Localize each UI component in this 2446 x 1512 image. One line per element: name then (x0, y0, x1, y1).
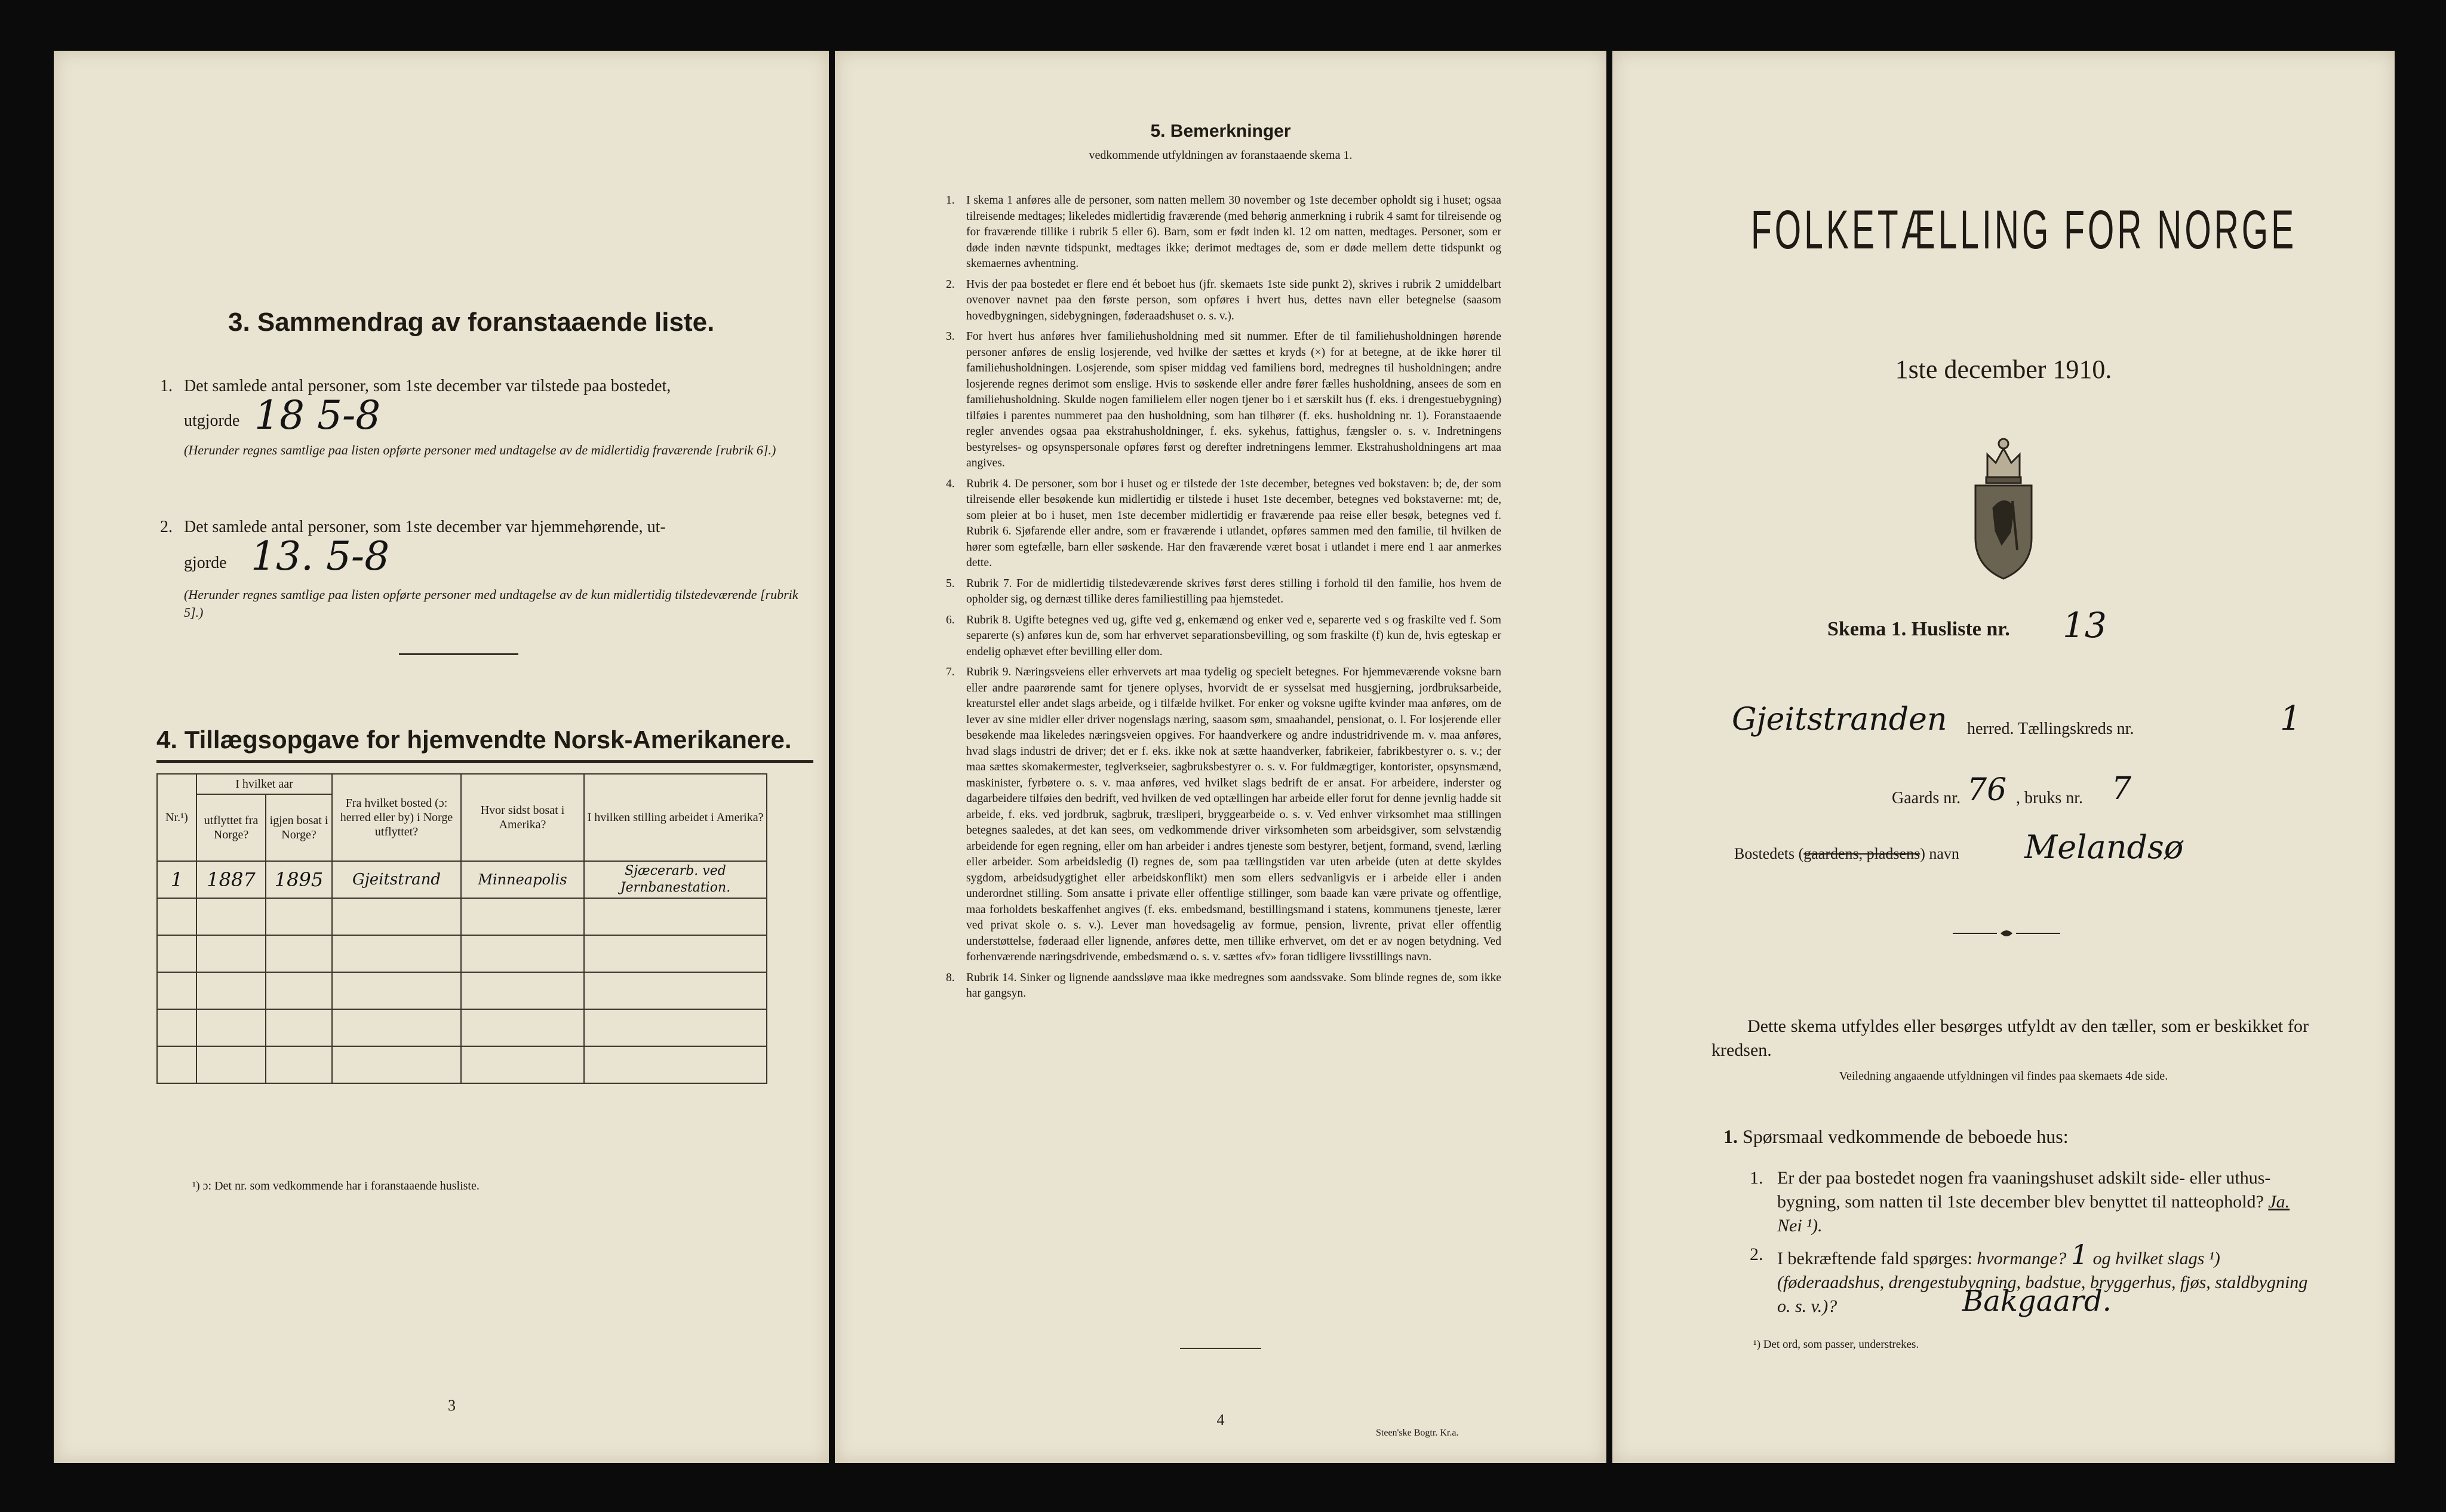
row-igjen: 1895 (266, 861, 332, 898)
bosted-label (1734, 845, 1959, 863)
remarks-subtitle: vedkommende utfyldningen av foranstaaende skema 1. (1089, 149, 1353, 162)
question-2-count: 1 (2070, 1239, 2089, 1271)
header-nr: Nr.¹) (157, 774, 196, 861)
table-row (157, 1046, 767, 1083)
page-number: 3 (448, 1397, 456, 1414)
remark-number: 5. (946, 577, 955, 590)
page-4 (835, 51, 1606, 1463)
remark-item (946, 665, 1501, 966)
item-1-text: Det samlede antal personer, som 1ste december var tilstede paa bostedet, (184, 377, 671, 395)
remark-number: 2. (946, 278, 955, 291)
remark-item (946, 477, 1501, 571)
remark-text: For hvert hus anføres hver familiehusholdning med sit nummer. Efter de til familiehusholdningen hørende personer anføres de enslig losjerende, ved hvilke der sættes et kryds (×) for at betegne, at de ikke hører til familiehusholdningen. Losjerende, som spiser middag ved familiens bord, medregnes til husholdningen; andre losjerende regnes derimot som enslige. Hvis to søskende eller andre fører fælles husholdning, ansees de som en familiehusholdning. Skulde nogen familielem eller nogen tjener bo i et særskilt hus (f. eks. i drengestuebygning) tilføies i parentes nummeret paa den husholdning, som han tilhører (f. eks. husholdning nr. 1). Foranstaaende regler anvendes ogsaa paa ekstrahusholdninger, f. eks. sykehus, fattighus, fængsler o. s. v. Indretningens bestyrelses- og opsynspersonale opføres først og derefter indretningens lemmer. Ekstrahusholdningens art maa angives. (966, 330, 1501, 469)
table-row (157, 972, 767, 1009)
printer-mark: Steen'ske Bogtr. Kr.a. (1376, 1428, 1459, 1438)
remark-item (946, 613, 1501, 660)
remark-number: 8. (946, 971, 955, 984)
remark-text: Rubrik 4. De personer, som bor i huset og er tilstede der 1ste december, betegnes ved bokstaven: b; de, der som tilreisende eller besøkende kun midlertidig er tilstede i huset 1ste december, betegnes ved bokstaverne: mt; de, som pleier at bo i huset, men 1ste december midlertidig er fraværende paa reise eller besøk, betegnes ved f. Rubrik 6. Sjøfarende eller andre, som er fraværende i utlandet, opføres sammen med den familie, til hvilken de hører som egtefælle, barn eller søskende. Har den fraværende været bosat i utlandet i mere end 1 aar anmerkes dette. (966, 477, 1501, 569)
item-2-number: 2. (160, 518, 173, 536)
divider (399, 653, 518, 655)
row-utflyttet: 1887 (196, 861, 266, 898)
remark-number: 4. (946, 477, 955, 490)
remark-text: Rubrik 14. Sinker og lignende aandssløve maa ikke medregnes som aandssvake. Som blinde regnes de, som ikke har gangsyn. (966, 971, 1501, 1000)
bosted-label-end: ) navn (1920, 845, 1959, 862)
item-1-value: 18 5-8 (254, 392, 381, 438)
herred-value: Gjeitstranden (1732, 702, 1947, 737)
cover-footnote: ¹) Det ord, som passer, understrekes. (1753, 1338, 1919, 1351)
table-row (157, 898, 767, 935)
remark-item (946, 970, 1501, 1002)
header-igjen: igjen bosat i Norge? (266, 794, 332, 861)
coat-of-arms-icon (1969, 431, 2038, 581)
gaards-number: 76 (1967, 772, 2007, 808)
remarks-title: 5. Bemerkninger (1150, 121, 1291, 141)
questions-heading-number: 1. (1723, 1126, 1738, 1147)
schema-label: Skema 1. Husliste nr. (1827, 618, 2010, 640)
remark-item (946, 576, 1501, 608)
instruction-note: Veiledning angaaende utfyldningen vil findes paa skemaets 4de side. (1839, 1070, 2168, 1083)
row-bosted: Gjeitstrand (332, 861, 461, 898)
instruction-text: Dette skema utfyldes eller besørges utfyldt av den tæller, som er beskikket for kredsen. (1711, 1016, 2309, 1060)
bosted-value: Melandsø (2024, 828, 2184, 866)
norsk-amerikanere-table (156, 773, 767, 1084)
bruks-label: , bruks nr. (2016, 789, 2083, 807)
gaards-label: Gaards nr. (1892, 789, 1961, 807)
remark-text: Rubrik 8. Ugifte betegnes ved ug, gifte ved g, enkemænd og enker ved e, separerte ved s og fraskilte ved f. Som separerte (s) anføres kun de, som har erhvervet separationsbevilling, og som fraskilte (f) kun de, hvis egteskap er endelig ophævet efter bevilling eller dom. (966, 613, 1501, 658)
cover-page (1612, 51, 2395, 1463)
remark-number: 1. (946, 194, 955, 207)
question-2-text: I bekræftende fald spørges: (1777, 1249, 1972, 1268)
answer-nei: Nei ¹). (1777, 1216, 1823, 1236)
header-utflyttet: utflyttet fra Norge? (196, 794, 266, 861)
question-1 (1777, 1166, 2309, 1238)
table-footnote: ¹) ɔ: Det nr. som vedkommende har i foranstaaende husliste. (192, 1179, 480, 1193)
header-bosted: Fra hvilket bosted (ɔ: herred eller by) i Norge utflyttet? (332, 774, 461, 861)
bruks-number: 7 (2112, 771, 2132, 807)
item-1-label: utgjorde (184, 411, 240, 430)
question-1-text: Er der paa bostedet nogen fra vaaningshuset adskilt side- eller uthus-bygning, som natten til 1ste december blev benyttet til natteophold? (1777, 1168, 2271, 1212)
census-date: 1ste december 1910. (1895, 355, 2112, 384)
remark-item (946, 329, 1501, 472)
remark-number: 7. (946, 666, 955, 678)
remark-text: Rubrik 7. For de midlertidig tilstedeværende skrives først deres stilling i forhold til den familie, hos hvem de opholder sig, og dernæst tillike deres familiestilling paa hjemstedet. (966, 577, 1501, 606)
page-number: 4 (1216, 1411, 1225, 1428)
section-4-title: 4. Tillægsopgave for hjemvendte Norsk-Amerikanere. (156, 726, 792, 754)
question-2-answer: Bakgaard. (1962, 1284, 2112, 1318)
herred-label: herred. Tællingskreds nr. (1967, 720, 2134, 738)
header-stilling: I hvilken stilling arbeidet i Amerika? (584, 774, 767, 861)
kreds-number: 1 (2280, 699, 2301, 738)
question-2-hvormange: hvormange? (1977, 1249, 2067, 1268)
table-row (157, 935, 767, 972)
bosted-label-start: Bostedets ( (1734, 845, 1804, 862)
item-1-note: (Herunder regnes samtlige paa listen opførte personer med undtagelse av de midlertidig fraværende [rubrik 6].) (184, 442, 776, 457)
item-1-number: 1. (160, 377, 173, 395)
ornament-icon (1953, 926, 2060, 941)
question-2-number: 2. (1750, 1244, 1763, 1264)
table-row (157, 861, 767, 898)
section-3-title: 3. Sammendrag av foranstaaende liste. (228, 308, 715, 337)
questions-heading-text: Spørsmaal vedkommende de beboede hus: (1743, 1126, 2069, 1147)
remark-text: Hvis der paa bostedet er flere end ét beboet hus (jfr. skemaets 1ste side punkt 2), skrives i rubrik 2 umiddelbart ovenover navnet paa den første person, som opføres i hvert hus, dettes navn eller betegnelse (saasom hovedbygningen, sidebygningen, føderaadshuset o. s. v.). (966, 278, 1501, 322)
header-amerika: Hvor sidst bosat i Amerika? (461, 774, 584, 861)
remarks-list (946, 193, 1501, 1007)
item-2-value: 13. 5-8 (251, 533, 390, 579)
item-2-text: Det samlede antal personer, som 1ste december var hjemmehørende, ut- (184, 518, 666, 536)
cover-title: FOLKETÆLLING FOR NORGE (1751, 199, 2297, 260)
table-top-rule (156, 760, 813, 763)
row-nr: 1 (157, 861, 196, 898)
remark-number: 6. (946, 613, 955, 626)
remark-text: I skema 1 anføres alle de personer, som natten mellem 30 november og 1ste december opholdt sig i huset; ogsaa tilreisende medtages; likeledes midlertidig fraværende (med behørig anmerkning i rubrik 4 samt for tilreisende og for fraværende tillike i rubrik 5 eller 6). Barn, som er født inden kl. 12 om natten, medtages. Personer, som er døde inden nævnte tidspunkt, medtages ikke; derimot medtages de, som er døde mellem dette tidspunkt og skemaernes avhentning. (966, 194, 1501, 270)
row-amerika: Minneapolis (461, 861, 584, 898)
table-row (157, 1009, 767, 1046)
bosted-struck-text: gaardens, pladsens (1803, 845, 1920, 862)
remark-item (946, 277, 1501, 325)
page-3 (54, 51, 829, 1463)
question-2-options: og hvilket slags ¹) (føderaadshus, drengestubygning, badstue, bryggerhus, fjøs, staldbygning o. s. v.)? (1777, 1249, 2308, 1316)
divider (1180, 1348, 1261, 1349)
remark-number: 3. (946, 330, 955, 343)
item-2-label: gjorde (184, 554, 227, 572)
item-2-note: (Herunder regnes samtlige paa listen opførte personer med undtagelse av de kun midlertidig tilstedeværende [rubrik 5].) (184, 587, 798, 620)
husliste-number: 13 (2063, 605, 2107, 646)
header-year-group: I hvilket aar (196, 774, 332, 794)
row-stilling: Sjæcerarb. ved Jernbanestation. (584, 861, 767, 898)
questions-heading (1723, 1124, 2069, 1148)
answer-ja: Ja. (2268, 1192, 2290, 1212)
remark-text: Rubrik 9. Næringsveiens eller erhvervets art maa tydelig og specielt betegnes. For hjemmeværende voksne barn eller andre paarørende samt for tjenere oplyses, hvorvidt de er sysselsat med husgjerning, jordbruksarbeide, kreaturstel eller andet slags arbeide, og i tilfælde hvilket. For enker og voksne ugifte kvinder maa anføres, om de lever av sine midler eller driver nogenslags næring, saasom søm, smaahandel, pensionat, o. l. For losjerende eller besøkende maa likeledes næringsveien opgives. For haandverkere og andre industridrivende m. v. maa anføres, hvad slags industri de driver; det er f. eks. ikke nok at sætte haandverker, fabrikeier, fabrikbestyrer o. s. v.; der maa sættes skomakermester, teglverkseier, sagbruksbestyrer o. s. v. For fuldmægtiger, kontorister, opsynsmænd, maskinister, fyrbøtere o. s. v. maa anføres, ved hvilket slags bedrift de er ansat. For arbeidere, inderster og dagarbeidere tilføies den bedrift, ved hvilken de ved optællingen har arbeide eller forut for denne jevnlig hadde sit arbeide, f. eks. ved jordbruk, sagbruk, træsliperi, bryggearbeide o. s. v. Ved enhver virksomhet maa stillingen betegnes saaledes, at det kan sees, om vedkommende driver virksomheten som arbeidsgiver, som selvstændig arbeidende for egen regning, eller om han arbeider i andres tjeneste som bestyrer, betjent, formand, svend, lærling eller arbeider. Som arbeidsledig (l) regnes de, som paa tællingstiden var uten arbeide (uten at dette skyldes sygdom, arbeidsudygtighet eller arbeidskonflikt) men som ellers sedvanligvis er i arbeide eller i anden underordnet stilling. Som ansatte i private eller offentlige stillinger, som baade kan være private og offentlige, maa forholdets beskaffenhet angives (f. eks. embedsmand, bestillingsmand i statens, kommunens tjeneste, lærer ved privat skole o. s. v.). Lever man hovedsagelig av formue, pension, livrente, privat eller offentlig understøttelse, føderaad eller lignende, anføres dette, men tillike erhvervet, om det er av nogen betydning. Ved forhenværende næringsdrivende, embedsmænd o. s. v. sættes «fv» foran tidligere livsstillings navn. (966, 666, 1501, 963)
question-1-number: 1. (1750, 1168, 1763, 1188)
remark-item (946, 193, 1501, 272)
